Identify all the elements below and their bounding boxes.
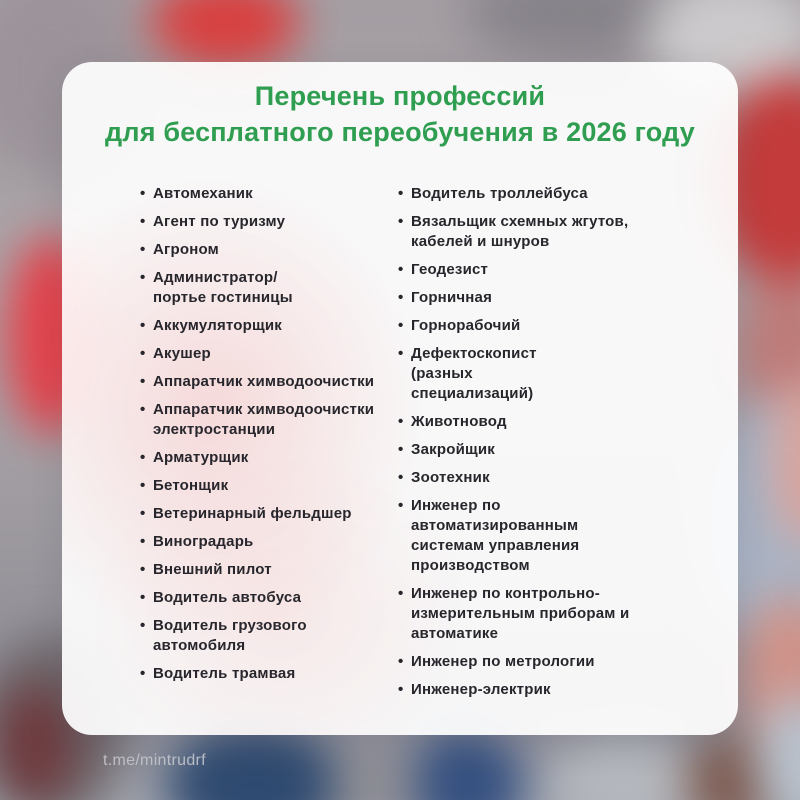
profession-label: Вязальщик схемных жгутов, кабелей и шнуров bbox=[411, 213, 629, 251]
list-item bbox=[398, 680, 708, 700]
bullet-icon: • bbox=[398, 289, 404, 307]
list-item bbox=[140, 372, 398, 392]
bullet-icon: • bbox=[398, 185, 404, 203]
profession-label: Животновод bbox=[411, 413, 507, 431]
list-item bbox=[398, 412, 708, 432]
list-item bbox=[398, 212, 708, 252]
profession-label: Горничная bbox=[411, 289, 493, 307]
list-item bbox=[398, 344, 708, 404]
page-title bbox=[62, 79, 738, 150]
list-item bbox=[140, 316, 398, 336]
profession-label: Автомеханик bbox=[153, 185, 253, 203]
bullet-icon: • bbox=[398, 441, 404, 459]
bullet-icon: • bbox=[398, 317, 404, 335]
bullet-icon: • bbox=[398, 413, 404, 431]
bullet-icon: • bbox=[140, 533, 146, 551]
title-line-1: Перечень профессий bbox=[254, 81, 546, 111]
list-item bbox=[140, 476, 398, 496]
profession-label: Водитель автобуса bbox=[153, 589, 302, 607]
bullet-icon: • bbox=[140, 213, 146, 231]
bullet-icon: • bbox=[398, 681, 404, 699]
profession-label: Агроном bbox=[153, 241, 219, 259]
list-item bbox=[398, 496, 708, 576]
bullet-icon: • bbox=[140, 373, 146, 391]
list-item bbox=[140, 504, 398, 524]
bullet-icon: • bbox=[398, 469, 404, 487]
list-item bbox=[140, 448, 398, 468]
bullet-icon: • bbox=[398, 213, 404, 231]
bullet-icon: • bbox=[140, 477, 146, 495]
professions-lists bbox=[62, 150, 738, 708]
profession-label: Водитель грузового автомобиля bbox=[153, 617, 307, 655]
list-right bbox=[398, 184, 708, 708]
bullet-icon: • bbox=[140, 561, 146, 579]
profession-label: Аппаратчик химводоочистки bbox=[153, 373, 375, 391]
profession-label: Горнорабочий bbox=[411, 317, 521, 335]
bullet-icon: • bbox=[140, 345, 146, 363]
profession-label: Инженер-электрик bbox=[411, 681, 551, 699]
list-item bbox=[140, 560, 398, 580]
profession-label: Ветеринарный фельдшер bbox=[153, 505, 352, 523]
list-item bbox=[398, 316, 708, 336]
bullet-icon: • bbox=[140, 185, 146, 203]
profession-label: Агент по туризму bbox=[153, 213, 286, 231]
profession-label: Инженер по контрольно- измерительным приборам и автоматике bbox=[411, 585, 630, 643]
watermark-channel-link: t.me/mintrudrf bbox=[103, 752, 206, 769]
list-item bbox=[140, 268, 398, 308]
list-item bbox=[140, 664, 398, 684]
title-line-2: для бесплатного переобучения в 2026 году bbox=[105, 116, 695, 147]
profession-label: Водитель троллейбуса bbox=[411, 185, 588, 203]
bullet-icon: • bbox=[140, 505, 146, 523]
list-item bbox=[140, 616, 398, 656]
list-item bbox=[140, 240, 398, 260]
profession-label: Арматурщик bbox=[153, 449, 249, 467]
profession-label: Аккумуляторщик bbox=[153, 317, 282, 335]
background-blob bbox=[405, 730, 525, 800]
profession-label: Акушер bbox=[153, 345, 211, 363]
list-item bbox=[140, 212, 398, 232]
bullet-icon: • bbox=[398, 345, 404, 363]
profession-label: Администратор/ портье гостиницы bbox=[153, 269, 293, 307]
bullet-icon: • bbox=[140, 317, 146, 335]
profession-label: Аппаратчик химводоочистки электростанции bbox=[153, 401, 375, 439]
list-item bbox=[398, 652, 708, 672]
background-blob bbox=[150, 0, 300, 70]
bullet-icon: • bbox=[140, 269, 146, 287]
list-item bbox=[398, 288, 708, 308]
bullet-icon: • bbox=[140, 665, 146, 683]
bullet-icon: • bbox=[140, 401, 146, 419]
bullet-icon: • bbox=[398, 497, 404, 515]
list-item bbox=[398, 468, 708, 488]
profession-label: Геодезист bbox=[411, 261, 489, 279]
professions-card bbox=[62, 62, 738, 735]
bullet-icon: • bbox=[398, 653, 404, 671]
profession-label: Дефектоскопист (разных специализаций) bbox=[411, 345, 537, 403]
bullet-icon: • bbox=[140, 617, 146, 635]
profession-label: Зоотехник bbox=[411, 469, 490, 487]
list-item bbox=[140, 400, 398, 440]
list-item bbox=[140, 184, 398, 204]
list-item bbox=[398, 584, 708, 644]
background-blob bbox=[330, 740, 420, 800]
list-left bbox=[140, 184, 398, 708]
profession-label: Водитель трамвая bbox=[153, 665, 296, 683]
profession-label: Бетонщик bbox=[153, 477, 229, 495]
bullet-icon: • bbox=[398, 585, 404, 603]
list-item bbox=[398, 184, 708, 204]
profession-label: Виноградарь bbox=[153, 533, 254, 551]
bullet-icon: • bbox=[140, 241, 146, 259]
background-blob bbox=[550, 735, 700, 800]
bullet-icon: • bbox=[140, 589, 146, 607]
bullet-icon: • bbox=[140, 449, 146, 467]
profession-label: Инженер по автоматизированным системам управления производством bbox=[411, 497, 580, 575]
profession-label: Инженер по метрологии bbox=[411, 653, 595, 671]
list-item bbox=[140, 588, 398, 608]
list-item bbox=[140, 532, 398, 552]
profession-label: Закройщик bbox=[411, 441, 495, 459]
list-item bbox=[398, 440, 708, 460]
profession-label: Внешний пилот bbox=[153, 561, 272, 579]
list-item bbox=[140, 344, 398, 364]
bullet-icon: • bbox=[398, 261, 404, 279]
list-item bbox=[398, 260, 708, 280]
